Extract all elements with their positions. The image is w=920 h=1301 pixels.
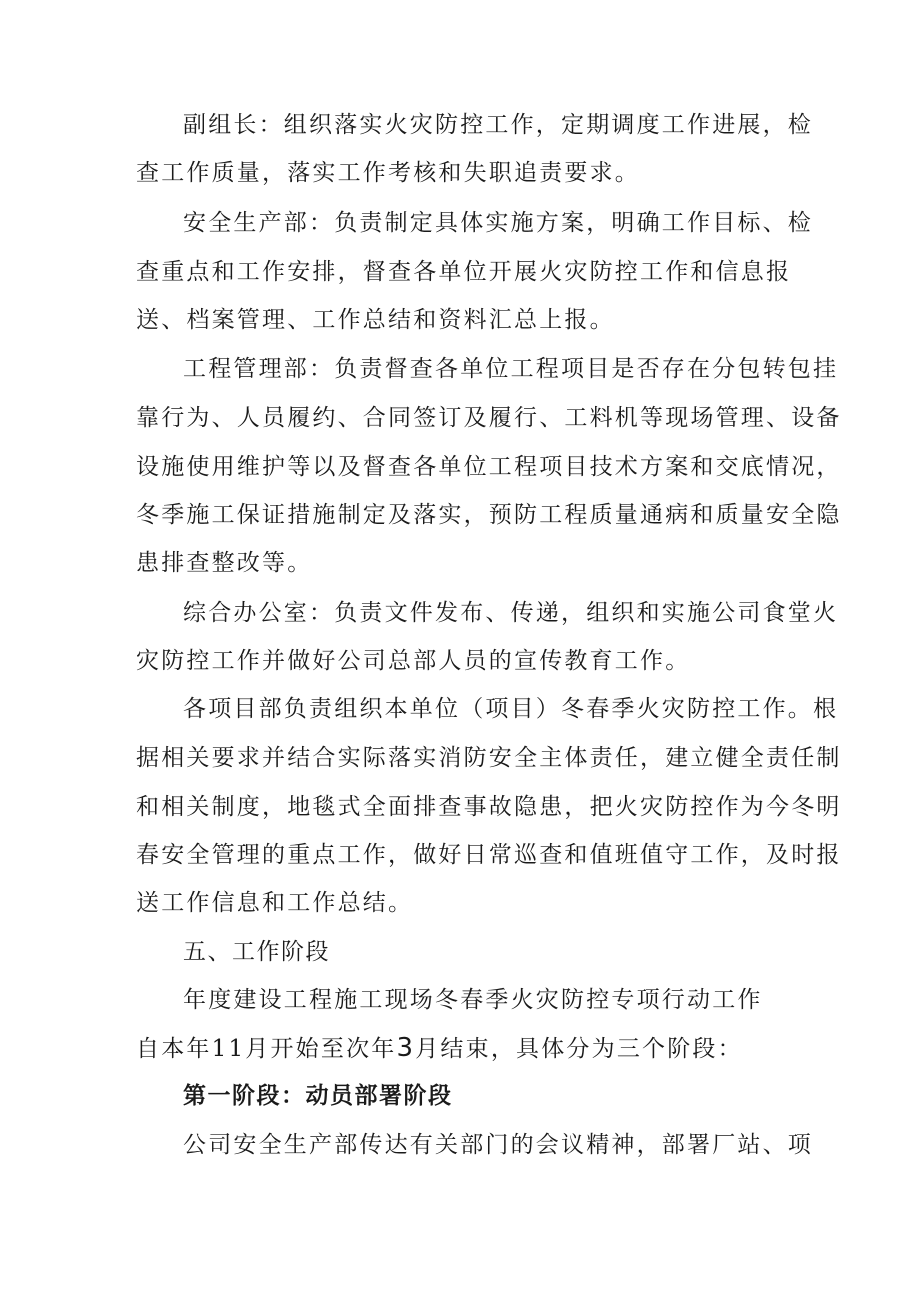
para-project-dept-line-3: 和相关制度，地毯式全面排查事故隐患，把火灾防控作为今冬明: [136, 794, 842, 820]
para-project-dept-line-5: 送工作信息和工作总结。: [136, 890, 414, 916]
para-safety-dept-line-1: 安全生产部：负责制定具体实施方案，明确工作目标、检: [183, 210, 813, 236]
para-project-dept-line-1: 各项目部负责组织本单位（项目）冬春季火灾防控工作。根: [183, 696, 839, 722]
section-five-para-text-a: 自本年: [136, 1036, 212, 1062]
para-safety-dept-line-3: 送、档案管理、工作总结和资料汇总上报。: [136, 307, 615, 333]
section-five-para-num-1: 11: [211, 1036, 246, 1062]
para-deputy-leader-line-1: 副组长：组织落实火灾防控工作，定期调度工作进展，检: [183, 112, 813, 138]
section-five-para-text-b: 月开始至次年: [245, 1036, 397, 1062]
section-five-para-text-c: 月结束，具体分为三个阶段：: [415, 1036, 743, 1062]
section-five-para-line-1: 年度建设工程施工现场冬春季火灾防控专项行动工作: [183, 987, 763, 1013]
para-engineering-dept-line-1: 工程管理部：负责督查各单位工程项目是否存在分包转包挂: [183, 356, 839, 382]
section-five-heading: 五、工作阶段: [183, 939, 330, 965]
phase-one-heading: 第一阶段：动员部署阶段: [183, 1083, 453, 1109]
phase-one-para-line-1: 公司安全生产部传达有关部门的会议精神，部署厂站、项: [183, 1132, 813, 1158]
para-safety-dept-line-2: 查重点和工作安排，督查各单位开展火灾防控工作和信息报: [136, 259, 792, 285]
para-deputy-leader-line-2: 查工作质量，落实工作考核和失职追责要求。: [136, 160, 640, 186]
section-five-para-line-2: [136, 1033, 743, 1064]
para-general-office-line-2: 灾防控工作并做好公司总部人员的宣传教育工作。: [136, 648, 691, 674]
para-engineering-dept-line-4: 冬季施工保证措施制定及落实，预防工程质量通病和质量安全隐: [136, 502, 842, 528]
para-project-dept-line-2: 据相关要求并结合实际落实消防安全主体责任，建立健全责任制: [136, 745, 842, 771]
para-project-dept-line-4: 春安全管理的重点工作，做好日常巡查和值班值守工作，及时报: [136, 842, 842, 868]
para-engineering-dept-line-2: 靠行为、人员履约、合同签订及履行、工料机等现场管理、设备: [136, 405, 842, 431]
section-five-para-num-2: 3: [396, 1033, 416, 1063]
para-engineering-dept-line-5: 患排查整改等。: [136, 550, 313, 576]
para-engineering-dept-line-3: 设施使用维护等以及督查各单位工程项目技术方案和交底情况，: [136, 454, 842, 480]
para-general-office-line-1: 综合办公室：负责文件发布、传递，组织和实施公司食堂火: [183, 600, 839, 626]
